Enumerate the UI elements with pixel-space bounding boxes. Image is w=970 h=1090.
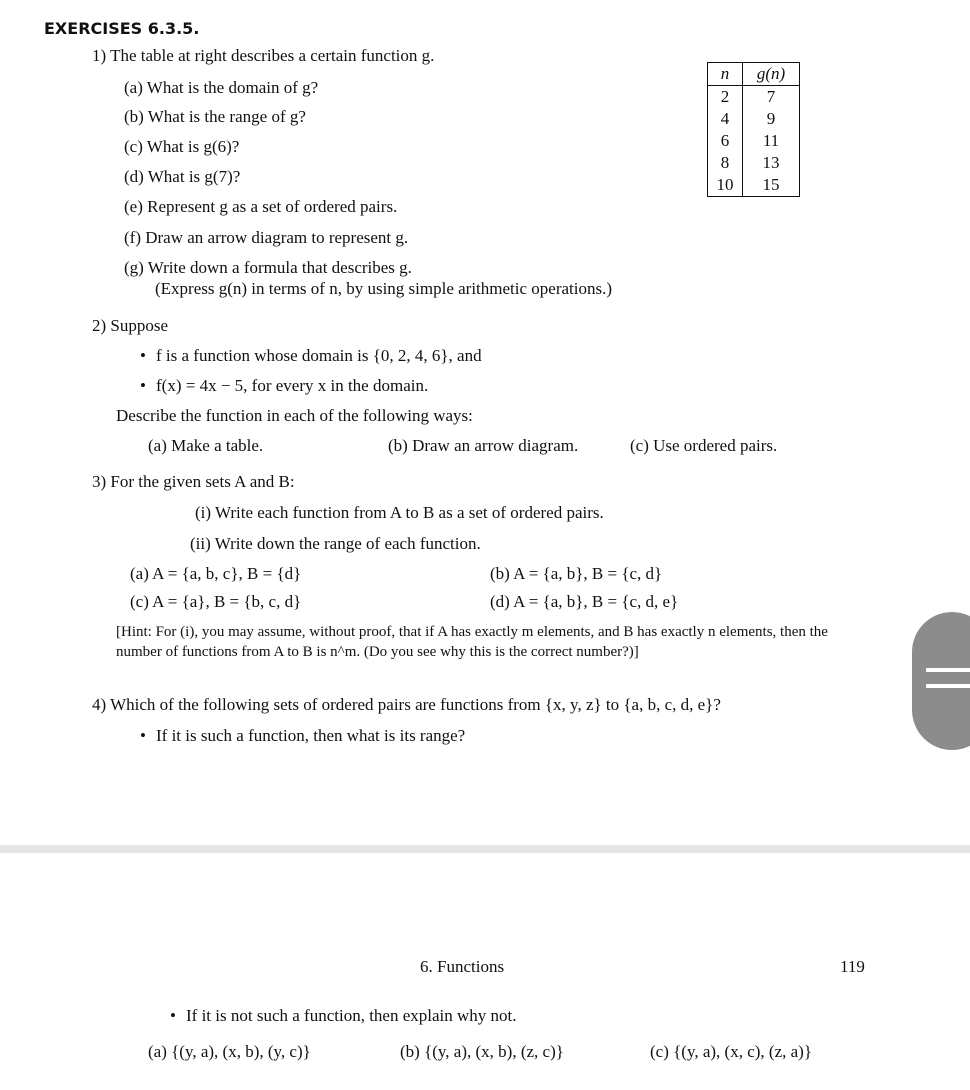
- exercise-3-intro: 3) For the given sets A and B:: [92, 472, 295, 491]
- exercise-3-part-i: (i) Write each function from A to B as a set of ordered pairs.: [195, 503, 604, 522]
- table-cell-n: 10: [708, 174, 743, 197]
- exercise-2-bullet-1-text: f is a function whose domain is {0, 2, 4, 6}, and: [156, 346, 482, 365]
- exercise-2-item-a: (a) Make a table.: [148, 436, 264, 455]
- exercise-1-item-g-note: (Express g(n) in terms of n, by using simple arithmetic operations.): [155, 279, 613, 298]
- table-cell-n: 6: [708, 130, 743, 152]
- exercise-4-bullet-1: [140, 726, 465, 746]
- exercise-4-bullet-2: [170, 1006, 517, 1026]
- exercise-1-item-e: (e) Represent g as a set of ordered pairs.: [124, 197, 398, 216]
- exercise-1-item-a: (a) What is the domain of g?: [124, 78, 319, 97]
- page-number: 119: [840, 957, 865, 976]
- exercise-1-item-d: (d) What is g(7)?: [124, 167, 241, 186]
- scroll-handle[interactable]: [912, 612, 970, 750]
- exercise-1-item-b: (b) What is the range of g?: [124, 107, 306, 126]
- grip-line-icon: [926, 684, 970, 688]
- bullet-icon: •: [140, 346, 146, 365]
- page-separator: [0, 845, 970, 853]
- exercise-4-intro: 4) Which of the following sets of ordered pairs are functions from {x, y, z} to {a, b, c, d, e}?: [92, 695, 721, 714]
- exercise-4-item-a: (a) {(y, a), (x, b), (y, c)}: [148, 1042, 311, 1061]
- function-table: [707, 62, 800, 197]
- exercise-1-item-c: (c) What is g(6)?: [124, 137, 240, 156]
- table-cell-n: 2: [708, 86, 743, 109]
- exercise-3-hint: [Hint: For (i), you may assume, without proof, that if A has exactly m elements, and B has exactly n elements, then the number of functions from A to B is n^m. (Do you see why this is the correct number?)]: [116, 624, 828, 660]
- exercise-4-item-c: (c) {(y, a), (x, c), (z, a)}: [650, 1042, 812, 1061]
- exercise-3-item-d: (d) A = {a, b}, B = {c, d, e}: [490, 592, 679, 611]
- exercise-2-intro: 2) Suppose: [92, 316, 169, 335]
- chapter-footer: 6. Functions: [420, 957, 505, 976]
- table-row: [708, 174, 800, 197]
- exercise-2-item-b: (b) Draw an arrow diagram.: [388, 436, 579, 455]
- table-row: [708, 152, 800, 174]
- bullet-icon: •: [140, 376, 146, 395]
- exercise-3-item-b: (b) A = {a, b}, B = {c, d}: [490, 564, 663, 583]
- exercise-1-item-g: (g) Write down a formula that describes g.: [124, 258, 412, 277]
- exercise-1-item-f: (f) Draw an arrow diagram to represent g.: [124, 228, 409, 247]
- exercise-2-bullet-1: [140, 346, 482, 366]
- exercise-2-bullet-2-text: f(x) = 4x − 5, for every x in the domain.: [156, 376, 429, 395]
- exercise-3-item-a: (a) A = {a, b, c}, B = {d}: [130, 564, 302, 583]
- bullet-icon: •: [140, 726, 146, 745]
- exercise-2-item-c: (c) Use ordered pairs.: [630, 436, 778, 455]
- exercise-2-describe: Describe the function in each of the following ways:: [116, 406, 473, 425]
- table-cell-gn: 13: [743, 152, 800, 174]
- table-header-row: [708, 63, 800, 86]
- table-cell-n: 4: [708, 108, 743, 130]
- section-heading: EXERCISES 6.3.5.: [44, 19, 200, 38]
- table-cell-gn: 15: [743, 174, 800, 197]
- exercise-4-bullet-2-text: If it is not such a function, then explain why not.: [186, 1006, 517, 1025]
- table-cell-gn: 7: [743, 86, 800, 109]
- exercise-3-part-ii: (ii) Write down the range of each function.: [190, 534, 481, 553]
- table-header-gn: g(n): [743, 63, 800, 86]
- table-row: [708, 108, 800, 130]
- exercise-4-item-b: (b) {(y, a), (x, b), (z, c)}: [400, 1042, 564, 1061]
- bullet-icon: •: [170, 1006, 176, 1025]
- table-header-n: n: [708, 63, 743, 86]
- table-row: [708, 130, 800, 152]
- exercise-2-bullet-2: [140, 376, 428, 396]
- grip-line-icon: [926, 668, 970, 672]
- table-cell-gn: 9: [743, 108, 800, 130]
- exercise-4-bullet-1-text: If it is such a function, then what is its range?: [156, 726, 466, 745]
- exercise-1-intro: 1) The table at right describes a certain function g.: [92, 46, 435, 65]
- exercise-3-item-c: (c) A = {a}, B = {b, c, d}: [130, 592, 302, 611]
- table-cell-n: 8: [708, 152, 743, 174]
- table-row: [708, 86, 800, 109]
- table-cell-gn: 11: [743, 130, 800, 152]
